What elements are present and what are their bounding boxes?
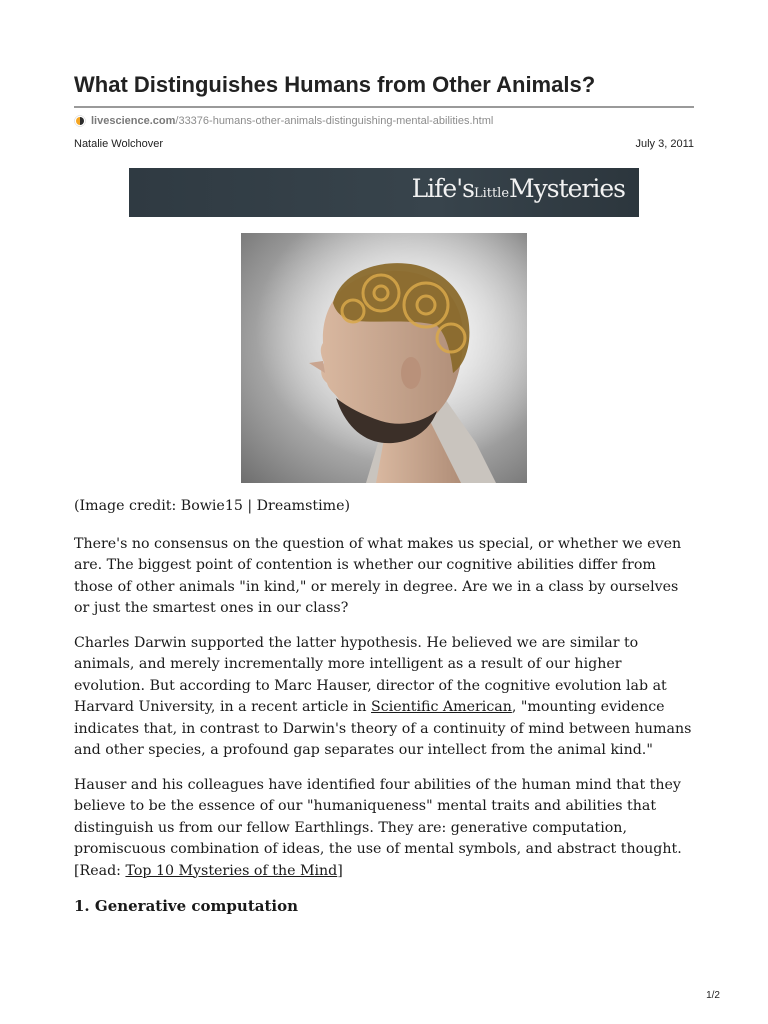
article-meta — [74, 138, 694, 150]
paragraph-3 — [74, 775, 696, 883]
author-name: Natalie Wolchover — [74, 138, 164, 150]
article-title: What Distinguishes Humans from Other Animals? — [74, 72, 596, 97]
source-url[interactable] — [74, 113, 493, 129]
top-10-mysteries-link[interactable]: Top 10 Mysteries of the Mind — [125, 862, 338, 879]
banner-logo-suffix: Mysteries — [509, 174, 625, 203]
paragraph-2-text-a: Charles Darwin supported the latter hypothesis. He believed we are similar to animals, and merely incrementally more intelligent as a result of our higher evolution. But according to Marc Hauser, director of the cognitive evolution lab at Harvard University, in a recent article in — [74, 634, 667, 715]
banner-logo-prefix: Life's — [411, 174, 474, 203]
source-domain[interactable]: livescience.com — [91, 115, 176, 127]
section-heading-generative-computation: 1. Generative computation — [74, 897, 299, 915]
publish-date: July 3, 2011 — [635, 138, 694, 150]
livescience-favicon-icon — [74, 115, 86, 127]
paragraph-3-text-a: Hauser and his colleagues have identified four abilities of the human mind that they believe to be the essence of our "humaniqueness" mental traits and abilities that distinguish us from our fellow Earthlings. They are: generative computation, promiscuous combination of ideas, the use of mental symbols, and abstract thought. [Read: — [74, 776, 682, 879]
article-body — [74, 496, 696, 917]
image-credit: (Image credit: Bowie15 | Dreamstime) — [74, 498, 351, 514]
banner-logo-small: Little — [473, 186, 510, 201]
scientific-american-link[interactable]: Scientific American — [371, 699, 512, 715]
paragraph-3-text-b: ] — [337, 862, 343, 879]
page-number: 1/2 — [706, 990, 720, 1001]
paragraph-2-text-b: , "mounting evidence indicates that, in contrast to Darwin's theory of a continuity of mind between humans and other species, a profound gap separates our intellect from the animal kind." — [74, 699, 692, 758]
banner-logo — [412, 174, 625, 203]
paragraph-2 — [74, 633, 696, 762]
human-profile-gears-photo — [241, 233, 527, 483]
portrait-illustration — [241, 233, 527, 483]
lifes-little-mysteries-banner — [129, 168, 639, 217]
source-path[interactable]: /33376-humans-other-animals-distinguishing-mental-abilities.html — [175, 115, 494, 127]
title-divider — [74, 106, 694, 108]
paragraph-1: There's no consensus on the question of what makes us special, or whether we even are. The biggest point of contention is whether our cognitive abilities differ from those of other animals "in kind," or merely in degree. Are we in a class by ourselves or just the smartest ones in our class? — [74, 535, 682, 616]
